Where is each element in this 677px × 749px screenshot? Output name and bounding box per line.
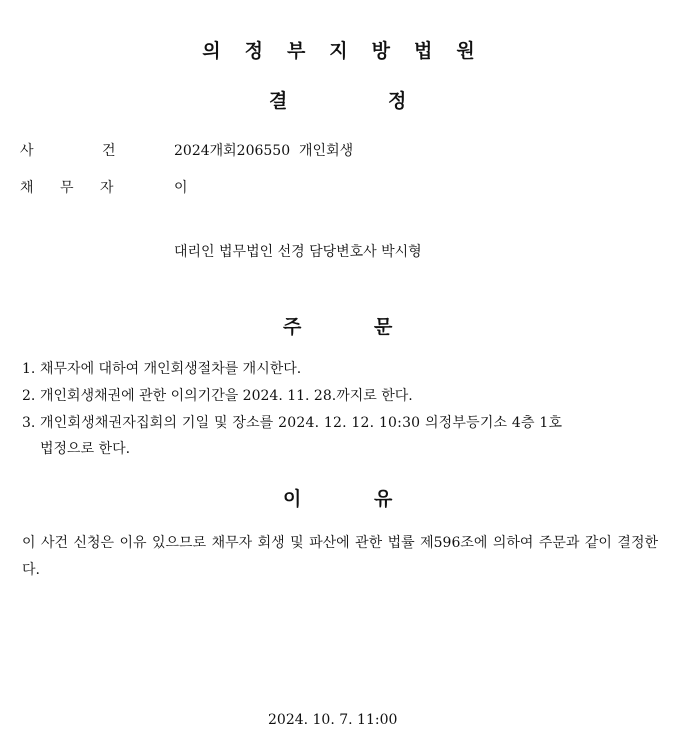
court-name: 의정부지방법원 [202,40,499,62]
order-item-text: 개인회생채권에 관한 이의기간을 2024. 11. 28.까지로 한다. [40,388,413,404]
debtor-label-char-2: 무 [60,180,74,196]
order-item-3-continuation: 법정으로 한다. [40,441,131,457]
representative: 대리인 법무법인 선경 담당변호사 박시형 [174,244,422,260]
debtor-name: 이 [174,180,188,196]
debtor-label-char-1: 채 [20,180,34,196]
decision-date: 2024. 10. 7. 11:00 [268,712,398,728]
case-label-char-1: 사 [20,143,34,159]
doc-type-left: 결 [269,90,288,112]
order-item-text: 채무자에 대하여 개인회생절차를 개시한다. [40,361,302,377]
order-item-text: 개인회생채권자집회의 기일 및 장소를 2024. 12. 12. 10:30 의정부등기소 4층 1호 [40,415,563,431]
order-item-number: 2. [22,388,36,404]
reason-heading-right: 유 [374,488,393,510]
case-label-char-2: 건 [102,143,116,159]
order-item-2 [22,385,413,405]
reason-heading-left: 이 [283,488,302,510]
order-item-number: 3. [22,415,36,431]
order-item-number: 1. [22,361,36,377]
order-heading-right: 문 [374,316,393,338]
case-number: 2024개회206550 개인회생 [174,143,354,159]
debtor-label-char-3: 자 [100,180,114,196]
order-item-3 [22,412,658,432]
order-item-1 [22,358,301,378]
doc-type-right: 정 [388,90,407,112]
reason-text: 이 사건 신청은 이유 있으므로 채무자 회생 및 파산에 관한 법률 제596조에 의하여 주문과 같이 결정한다. [22,535,658,578]
order-heading-left: 주 [283,316,302,338]
